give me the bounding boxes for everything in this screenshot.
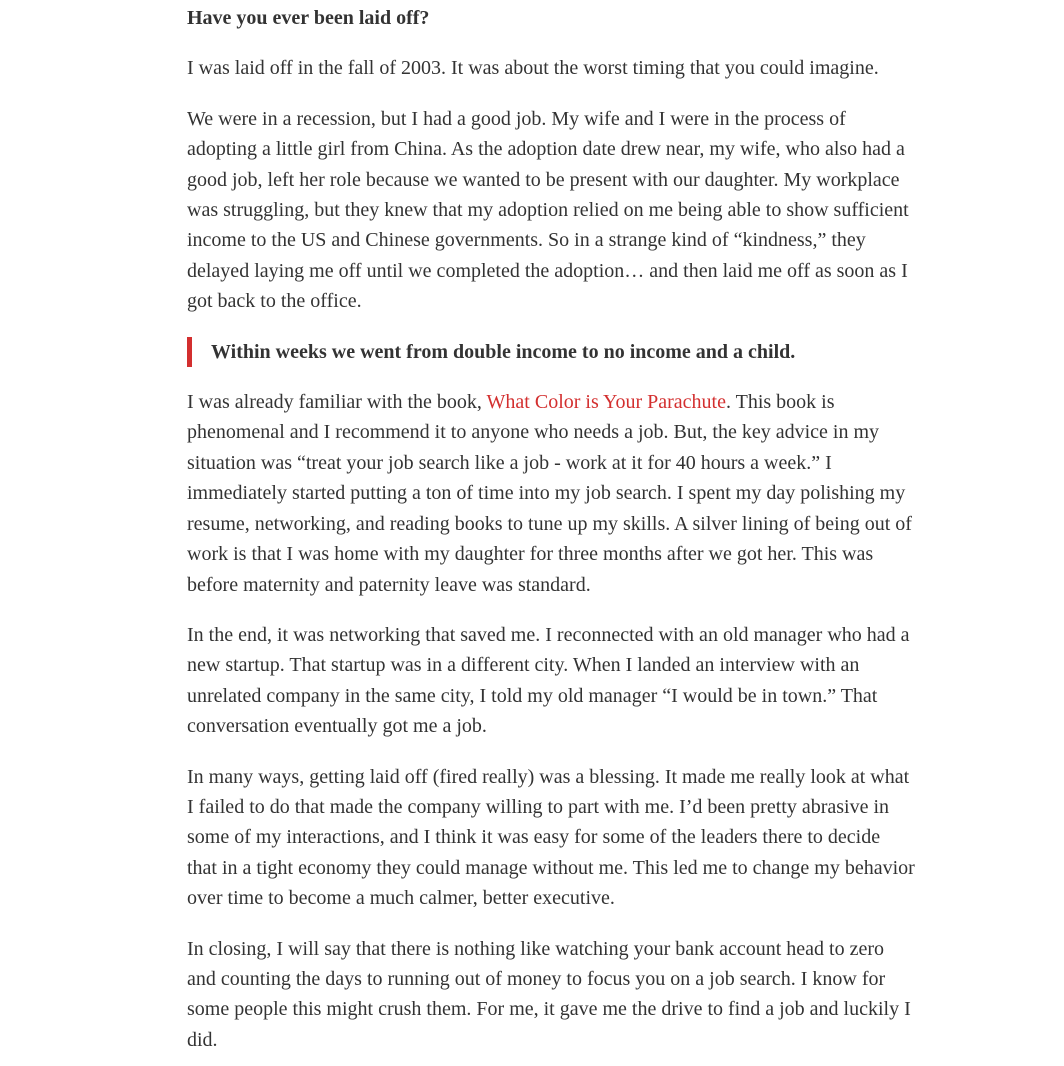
article-body bbox=[187, 0, 915, 1055]
paragraph-intro: I was laid off in the fall of 2003. It was about the worst timing that you could imagine. bbox=[187, 57, 879, 80]
paragraph-closing: In closing, I will say that there is nothing like watching your bank account head to zero and counting the days to running out of money to focus you on a job search. I know for some people this might crush them. For me, it gave me the drive to find a job and luckily I did. bbox=[187, 937, 911, 1051]
paragraph-networking: In the end, it was networking that saved me. I reconnected with an old manager who had a new startup. That startup was in a different city. When I landed an interview with an unrelated company in the same city, I told my old manager “I would be in town.” That conversation eventually got me a job. bbox=[187, 623, 910, 738]
paragraph-recession: We were in a recession, but I had a good job. My wife and I were in the process of adopting a little girl from China. As the adoption date drew near, my wife, who also had a good job, left her role because we wanted to be present with our daughter. My workplace was struggling, but they knew that my adoption relied on me being able to show sufficient income to the US and Chinese governments. So in a strange kind of “kindness,” they delayed laying me off until we completed the adoption… and then laid me off as soon as I got back to the office. bbox=[187, 107, 909, 313]
paragraph-job-search bbox=[187, 387, 915, 600]
book-link[interactable]: What Color is Your Parachute bbox=[486, 391, 726, 414]
paragraph-text-before-link: I was already familiar with the book, bbox=[187, 391, 487, 414]
paragraph-text-after-link: . This book is phenomenal and I recommend it to anyone who needs a job. But, the key advice in my situation was “treat your job search like a job - work at it for 40 hours a week.” I immediately started putting a ton of time into my job search. I spent my day polishing my resume, networking, and reading books to tune up my skills. A silver lining of being out of work is that I was home with my daughter for three months after we got her. This was before maternity and paternity leave was standard. bbox=[187, 391, 912, 596]
paragraph-blessing: In many ways, getting laid off (fired really) was a blessing. It made me really look at what I failed to do that made the company willing to part with me. I’d been pretty abrasive in some of my interactions, and I think it was easy for some of the leaders there to decide that in a tight economy they could manage without me. This led me to change my behavior over time to become a much calmer, better executive. bbox=[187, 765, 915, 910]
pull-quote: Within weeks we went from double income to no income and a child. bbox=[187, 337, 915, 367]
section-heading: Have you ever been laid off? bbox=[187, 7, 430, 29]
